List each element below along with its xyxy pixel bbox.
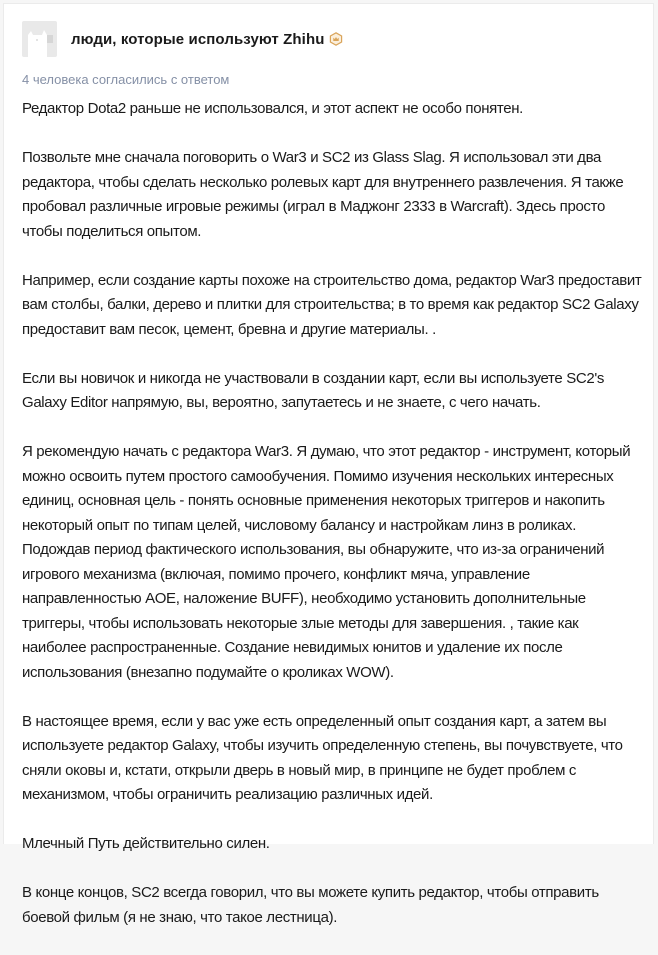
avatar[interactable] (22, 21, 57, 57)
answer-card (3, 3, 654, 926)
answer-content (22, 97, 642, 955)
paragraph: Млечный Путь действительно силен. (22, 835, 270, 852)
crown-badge-icon[interactable] (329, 32, 343, 46)
paragraph: Если вы новичок и никогда не участвовали в создании карт, если вы используете SC2's Galaxy Editor напрямую, вы, вероятно, запутаетесь и не знаете, с чего начать. (22, 369, 605, 411)
vote-count[interactable]: 4 человека согласились с ответом (22, 72, 230, 87)
paragraph: В конце концов, SC2 всегда говорил, что вы можете купить редактор, чтобы отправить боевой фильм (я не знаю, что такое лестница). (22, 884, 599, 926)
paragraph: Я рекомендую начать с редактора War3. Я думаю, что этот редактор - инструмент, который можно освоить путем простого самообучения. Помимо изучения нескольких интересных единиц, основная цель - понять основные применения некоторых триггеров и накопить некоторый опыт по типам целей, числовому балансу и настройкам линз в роликах. Подождав период фактического использования, вы обнаружите, что из-за ограничений игрового механизма (включая, помимо прочего, конфликт мяча, управление направленностью AOE, наложение BUFF), необходимо установить дополнительные триггеры, чтобы использовать некоторые злые методы для завершения. , такие как наиболее распространенные. Создание невидимых юнитов и удаление их после использования (внезапно подумайте о кроликах WOW). (22, 443, 631, 681)
default-cat-avatar-icon (22, 21, 57, 57)
paragraph: В настоящее время, если у вас уже есть определенный опыт создания карт, а затем вы используете редактор Galaxy, чтобы изучить определенную степень, вы почувствуете, что сняли оковы и, кстати, открыли дверь в новый мир, в принципе не будет проблем с механизмом, чтобы ограничить реализацию различных идей. (22, 712, 623, 803)
paragraph: Например, если создание карты похоже на строительство дома, редактор War3 предоставит вам столбы, балки, дерево и плитки для строительства; в то время как редактор SC2 Galaxy предоставит вам песок, цемент, бревна и другие материалы. . (22, 271, 642, 338)
author-name[interactable]: люди, которые используют Zhihu (71, 30, 325, 48)
paragraph: Редактор Dota2 раньше не использовался, и этот аспект не особо понятен. (22, 100, 524, 117)
author-info (22, 21, 343, 57)
paragraph: Позвольте мне сначала поговорить о War3 и SC2 из Glass Slag. Я использовал эти два редактора, чтобы сделать несколько ролевых карт для внутреннего развлечения. Я также пробовал различные игровые режимы (играл в Маджонг 2333 в Warcraft). Здесь просто чтобы поделиться опытом. (22, 149, 624, 240)
